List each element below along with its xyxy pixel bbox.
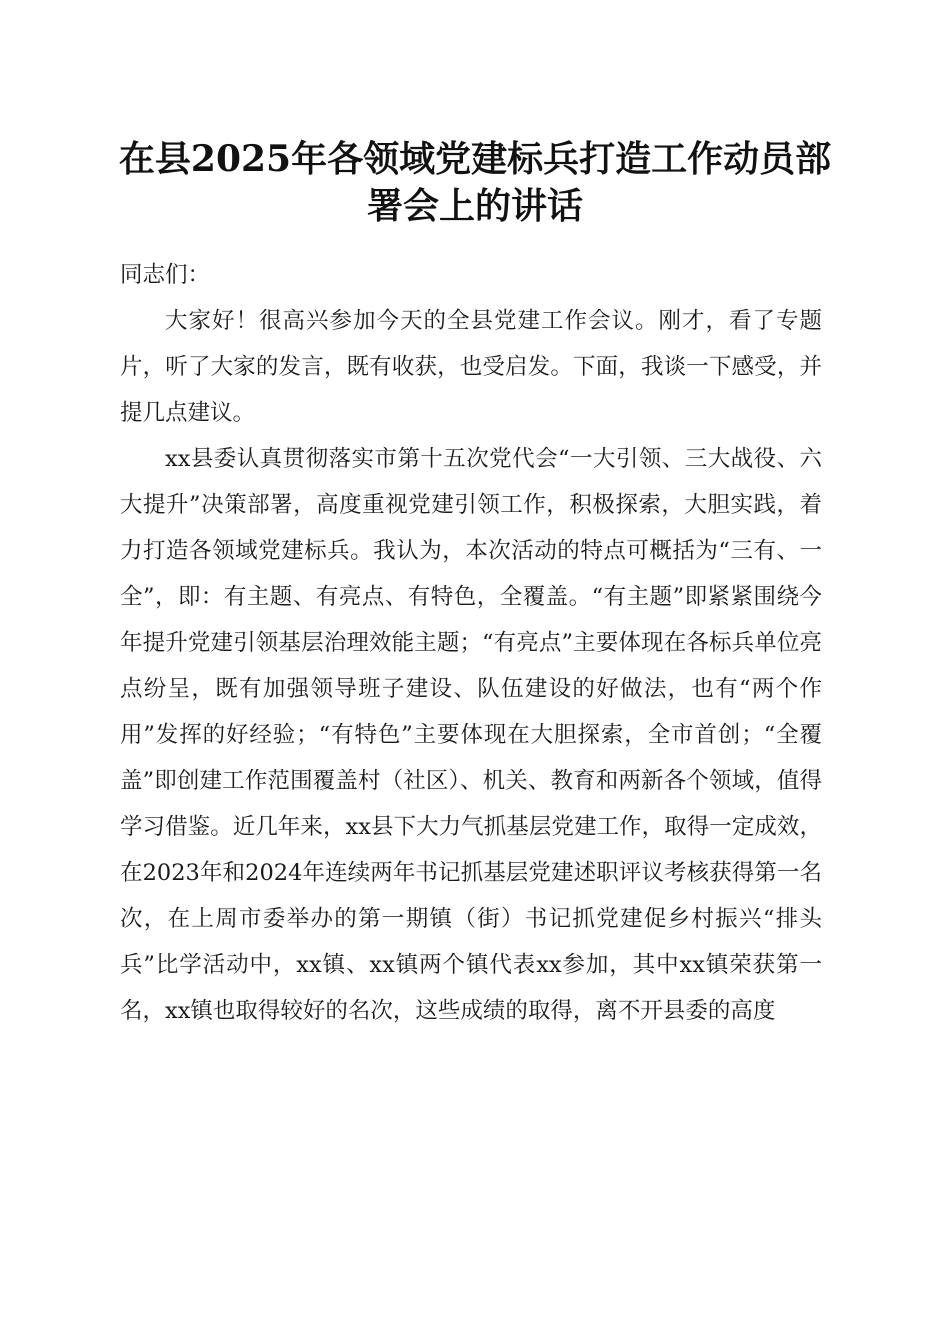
document-body: [120, 252, 822, 1034]
paragraph-main: xx县委认真贯彻落实市第十五次党代会“一大引领、三大战役、六大提升”决策部署，高度重视党建引领工作，积极探索，大胆实践，着力打造各领域党建标兵。我认为，本次活动的特点可概括为“三有、一全”，即：有主题、有亮点、有特色，全覆盖。“有主题”即紧紧围绕今年提升党建引领基层治理效能主题；“有亮点”主要体现在各标兵单位亮点纷呈，既有加强领导班子建设、队伍建设的好做法，也有“两个作用”发挥的好经验；“有特色”主要体现在大胆探索，全市首创；“全覆盖”即创建工作范围覆盖村（社区）、机关、教育和两新各个领域，值得学习借鉴。近几年来，xx县下大力气抓基层党建工作，取得一定成效，在2023年和2024年连续两年书记抓基层党建述职评议考核获得第一名次，在上周市委举办的第一期镇（街）书记抓党建促乡村振兴“排头兵”比学活动中，xx镇、xx镇两个镇代表xx参加，其中xx镇荣获第一名，xx镇也取得较好的名次，这些成绩的取得，离不开县委的高度: [120, 446, 822, 1024]
salutation: 同志们：: [120, 262, 211, 288]
paragraph-opening: 大家好！很高兴参加今天的全县党建工作会议。刚才，看了专题片，听了大家的发言，既有收获，也受启发。下面，我谈一下感受，并提几点建议。: [120, 308, 822, 426]
document-title: 在县2025年各领域党建标兵打造工作动员部署会上的讲话: [118, 138, 832, 227]
